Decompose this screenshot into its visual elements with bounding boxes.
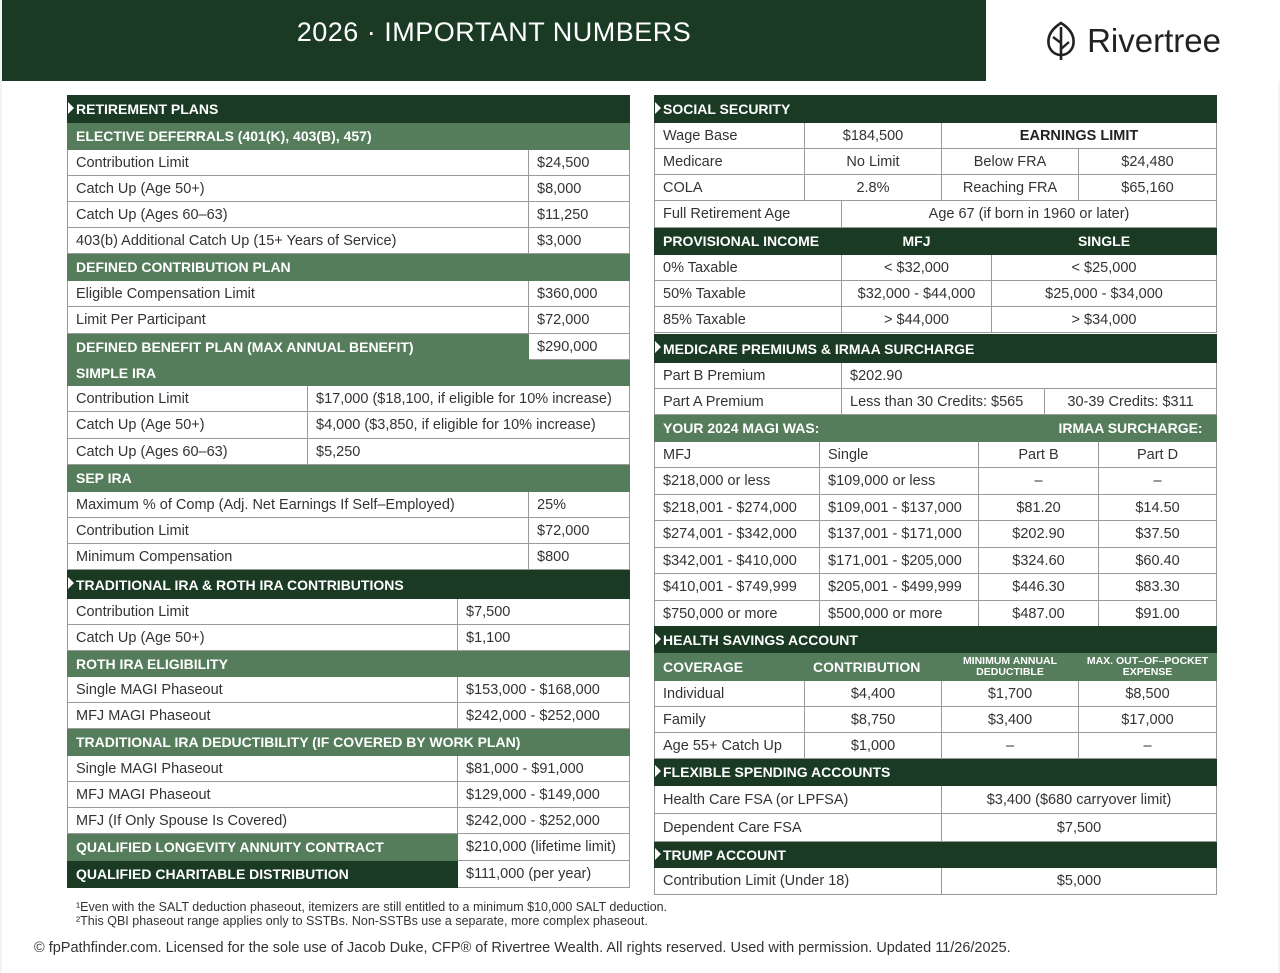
table-row: COLA 2.8% Reaching FRA $65,160: [655, 175, 1217, 201]
footnote-1: ¹Even with the SALT deduction phaseout, itemizers are still entitled to a minimum $10,000 SALT deduction.: [76, 900, 668, 914]
table-row: QUALIFIED CHARITABLE DISTRIBUTION $111,000 (per year): [68, 861, 630, 888]
page-title: 2026 · IMPORTANT NUMBERS: [296, 17, 692, 47]
medicare-table: MEDICARE PREMIUMS & IRMAA SURCHARGE Part B Premium $202.90 Part A Premium Less than 30 Credits: $565 30-39 Credits: $311 YOUR 2024 MAGI WAS: IRMAA SURCHARGE: MFJ Single Part B Part D $218,000 or less $109,000 or less – – $218,001 - $274,000 $109,001 - $137,000 $81.20 $14.50 $274,001 - $342,000 $137,001 - $171,000 $202.90 $37.50 $342,001 - $410,000 $171,001 - $205,000 $324.60 $60.40 $410,001 - $749,999 $205,001 - $499,999 $446.30 $83.30 $750,000 or more $500,000 or more $487.00 $91.00: [654, 334, 1217, 627]
brand-name: Rivertree: [1087, 21, 1221, 59]
subsection-header: SIMPLE IRA: [68, 360, 630, 386]
table-row: 0% Taxable < $32,000 < $25,000: [655, 255, 1217, 281]
table-row: 403(b) Additional Catch Up (15+ Years of Service) $3,000: [68, 228, 630, 254]
table-row: Family $8,750 $3,400 $17,000: [655, 707, 1217, 733]
table-row: Part B Premium $202.90: [655, 363, 1217, 389]
section-header: MEDICARE PREMIUMS & IRMAA SURCHARGE: [655, 335, 1217, 363]
section-header: TRUMP ACCOUNT: [655, 842, 1217, 868]
table-row: Contribution Limit $72,000: [68, 518, 630, 544]
tree-icon: [1045, 21, 1077, 61]
table-row: 50% Taxable $32,000 - $44,000 $25,000 - $34,000: [655, 281, 1217, 307]
table-row: Eligible Compensation Limit $360,000: [68, 281, 630, 307]
table-row: Catch Up (Ages 60–63) $5,250: [68, 439, 630, 465]
header-bar: [2, 0, 986, 81]
table-row: QUALIFIED LONGEVITY ANNUITY CONTRACT $210,000 (lifetime limit): [68, 834, 630, 861]
table-row: MFJ (If Only Spouse Is Covered) $242,000 - $252,000: [68, 808, 630, 834]
table-row: $342,001 - $410,000 $171,001 - $205,000 $324.60 $60.40: [655, 548, 1217, 574]
brand-logo: [986, 0, 1280, 81]
table-row: Catch Up (Age 50+) $1,100: [68, 625, 630, 651]
table-row: Minimum Compensation $800: [68, 544, 630, 570]
table-row: Wage Base $184,500 EARNINGS LIMIT: [655, 123, 1217, 149]
table-row: Dependent Care FSA $7,500: [655, 814, 1217, 842]
footnote-2: ²This QBI phaseout range applies only to SSTBs. Non-SSTBs use a separate, more complex phaseout.: [76, 914, 648, 928]
subsection-header: ROTH IRA ELIGIBILITY: [68, 651, 630, 677]
table-row: MFJ MAGI Phaseout $129,000 - $149,000: [68, 782, 630, 808]
table-row: Age 55+ Catch Up $1,000 – –: [655, 733, 1217, 759]
table-row: Health Care FSA (or LPFSA) $3,400 ($680 carryover limit): [655, 786, 1217, 814]
table-row: $750,000 or more $500,000 or more $487.00 $91.00: [655, 601, 1217, 627]
table-row: $274,001 - $342,000 $137,001 - $171,000 $202.90 $37.50: [655, 521, 1217, 548]
section-header: TRADITIONAL IRA & ROTH IRA CONTRIBUTIONS: [68, 571, 630, 599]
section-header: FLEXIBLE SPENDING ACCOUNTS: [655, 759, 1217, 786]
section-header: PROVISIONAL INCOME: [655, 228, 842, 255]
table-row: Contribution Limit $24,500: [68, 150, 630, 176]
table-row: Contribution Limit $17,000 ($18,100, if eligible for 10% increase): [68, 386, 630, 412]
section-header: RETIREMENT PLANS: [68, 96, 630, 123]
hsa-table: HEALTH SAVINGS ACCOUNT COVERAGE CONTRIBUTION MINIMUM ANNUAL DEDUCTIBLE MAX. OUT–OF–POCKET EXPENSE Individual $4,400 $1,700 $8,500 Family $8,750 $3,400 $17,000 Age 55+ Catch Up $1,000 – – FLEXIBLE SPENDING ACCOUNTS Health Care FSA (or LPFSA) $3,400 ($680 carryover limit) Dependent Care FSA $7,500 TRUMP ACCOUNT Contribution Limit (Under 18) $5,000: [654, 626, 1217, 895]
section-header: SOCIAL SECURITY: [655, 96, 1217, 123]
section-header: QUALIFIED CHARITABLE DISTRIBUTION: [68, 861, 458, 888]
table-row: Catch Up (Age 50+) $4,000 ($3,850, if eligible for 10% increase): [68, 412, 630, 439]
ira-table: [67, 570, 630, 888]
retirement-plans-table: [67, 95, 630, 570]
table-row: Individual $4,400 $1,700 $8,500: [655, 681, 1217, 707]
table-row: Maximum % of Comp (Adj. Net Earnings If Self–Employed) 25%: [68, 492, 630, 518]
table-row: Catch Up (Ages 60–63) $11,250: [68, 202, 630, 228]
table-row: DEFINED BENEFIT PLAN (MAX ANNUAL BENEFIT) $290,000: [68, 334, 630, 360]
subsection-header: YOUR 2024 MAGI WAS:: [655, 415, 1045, 442]
table-row: Limit Per Participant $72,000: [68, 307, 630, 334]
table-row: $410,001 - $749,999 $205,001 - $499,999 $446.30 $83.30: [655, 574, 1217, 601]
table-row: Full Retirement Age Age 67 (if born in 1960 or later): [655, 201, 1217, 228]
subsection-header: QUALIFIED LONGEVITY ANNUITY CONTRACT: [68, 834, 458, 861]
table-row: Single MAGI Phaseout $81,000 - $91,000: [68, 756, 630, 782]
table-row: 85% Taxable > $44,000 > $34,000: [655, 307, 1217, 333]
table-row: $218,000 or less $109,000 or less – –: [655, 468, 1217, 495]
table-row: Single MAGI Phaseout $153,000 - $168,000: [68, 677, 630, 703]
subsection-header: SEP IRA: [68, 465, 630, 492]
subsection-header: ELECTIVE DEFERRALS (401(K), 403(B), 457): [68, 123, 630, 150]
section-header: HEALTH SAVINGS ACCOUNT: [655, 627, 1217, 653]
earnings-limit-header: EARNINGS LIMIT: [942, 123, 1217, 149]
table-row: Catch Up (Age 50+) $8,000: [68, 176, 630, 202]
subsection-header: DEFINED BENEFIT PLAN (MAX ANNUAL BENEFIT): [68, 334, 529, 360]
social-security-table: SOCIAL SECURITY Wage Base $184,500 EARNINGS LIMIT Medicare No Limit Below FRA $24,480 COLA 2.8% Reaching FRA $65,160 Full Retirement Age Age 67 (if born in 1960 or later) PROVISIONAL INCOME MFJ SINGLE 0% Taxable < $32,000 < $25,000 50% Taxable $32,000 - $44,000 $25,000 - $34,000 85% Taxable > $44,000 > $34,000: [654, 95, 1217, 333]
table-row: MFJ Single Part B Part D: [655, 442, 1217, 468]
table-row: Medicare No Limit Below FRA $24,480: [655, 149, 1217, 175]
table-row: Contribution Limit $7,500: [68, 599, 630, 625]
subsection-header: DEFINED CONTRIBUTION PLAN: [68, 254, 630, 281]
copyright: © fpPathfinder.com. Licensed for the sole use of Jacob Duke, CFP® of Rivertree Wealth. All rights reserved. Used with permission. Updated 11/26/2025.: [34, 940, 1011, 956]
table-row: Part A Premium Less than 30 Credits: $565 30-39 Credits: $311: [655, 389, 1217, 415]
table-row: $218,001 - $274,000 $109,001 - $137,000 $81.20 $14.50: [655, 495, 1217, 521]
subsection-header: TRADITIONAL IRA DEDUCTIBILITY (IF COVERED BY WORK PLAN): [68, 729, 630, 756]
table-row: Contribution Limit (Under 18) $5,000: [655, 868, 1217, 895]
table-row: MFJ MAGI Phaseout $242,000 - $252,000: [68, 703, 630, 729]
